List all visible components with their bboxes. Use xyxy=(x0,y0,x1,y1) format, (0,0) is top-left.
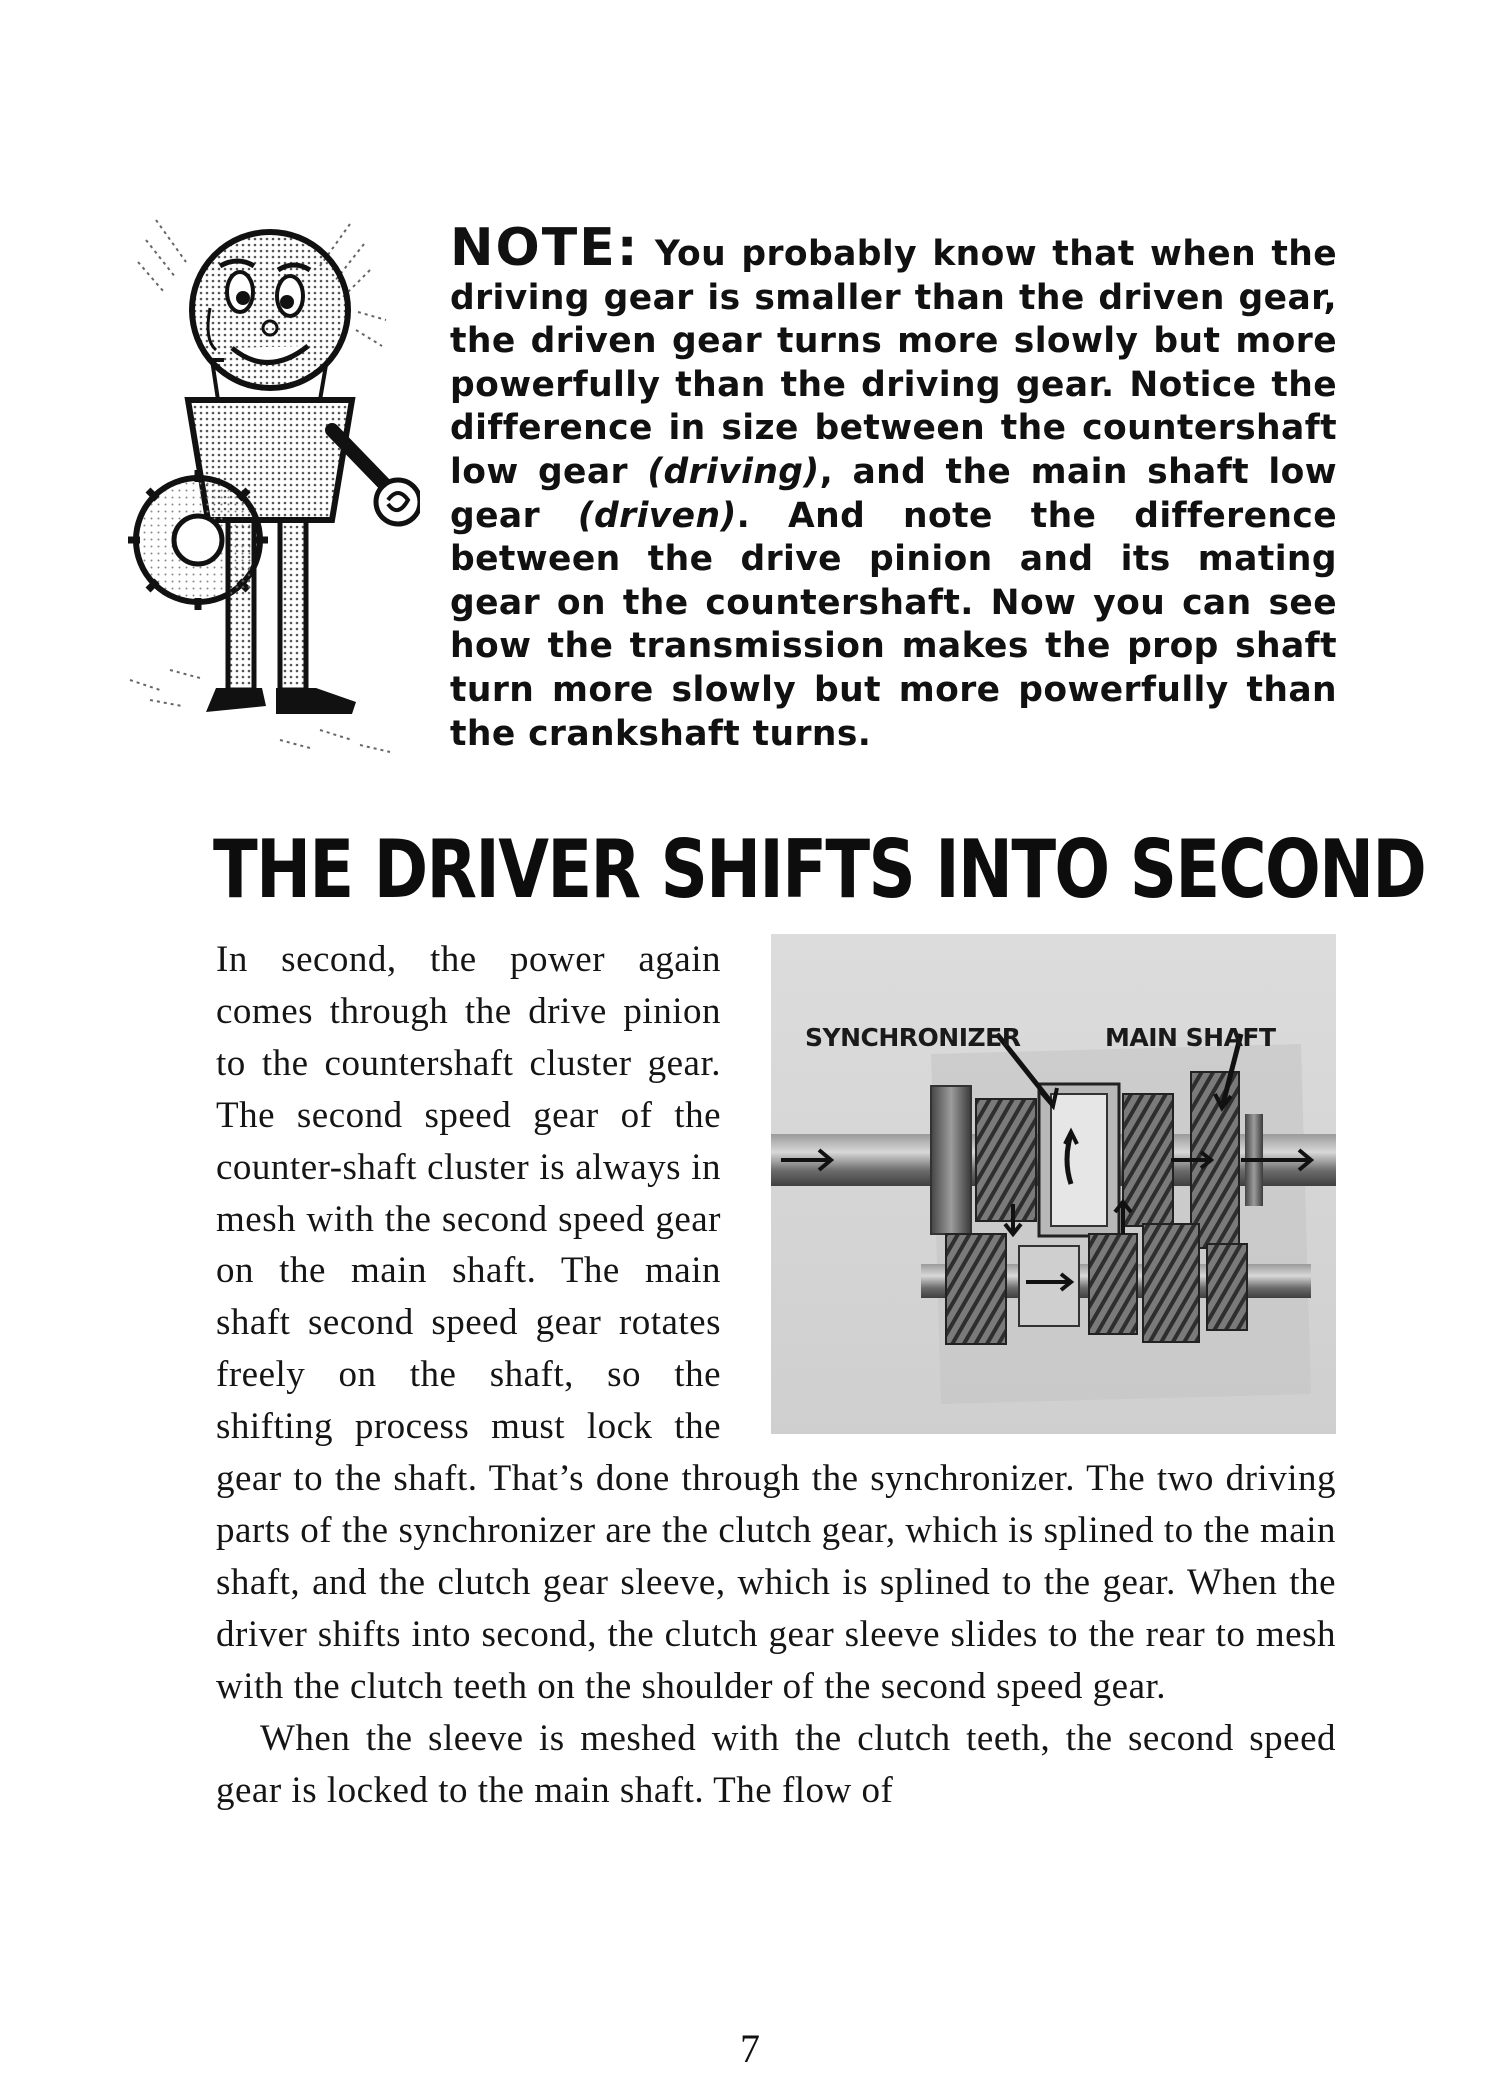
note-text-3: . And note the difference between the drive pinion and its mating gear on the countershaft. Now you can see how the transmission makes the prop shaft turn more slowly but more powerfully than the crankshaft turns. xyxy=(450,495,1337,754)
page-number: 7 xyxy=(740,2026,760,2071)
body-paragraph-1: In second, the power again comes through the drive pinion to the countershaft cluster gear. The second speed gear of the counter-shaft cluster is always in mesh with the second speed gear on the main shaft. The main shaft second speed gear rotates freely on the shaft, so the shifting process must lock the gear to the shaft. That’s done through the synchronizer. The two driving parts of the synchronizer are the clutch gear, which is splined to the main shaft, and the clutch gear sleeve, which is splined to the gear. When the driver shifts into second, the clutch gear sleeve slides to the rear to mesh with the clutch teeth on the shoulder of the second speed gear. xyxy=(216,939,1336,1707)
gear-mascot-illustration xyxy=(120,200,420,780)
body-text xyxy=(216,934,1336,1816)
note-emphasis-driving: (driving) xyxy=(647,451,820,492)
main-shaft-label: MAIN SHAFT xyxy=(1105,1023,1276,1052)
note-text-2: , and the main shaft low gear xyxy=(450,451,1337,536)
section-heading: THE DRIVER SHIFTS INTO SECOND xyxy=(213,823,1426,916)
transmission-figure xyxy=(771,934,1336,1434)
note-text-1: You probably know that when the driving gear is smaller than the driven gear, the driven gear turns more slowly but more powerfully than the driving gear. Notice the difference in size between the countershaft low gear xyxy=(450,234,1337,492)
note-paragraph xyxy=(450,218,1337,756)
synchronizer-label: SYNCHRONIZER xyxy=(805,1023,1021,1052)
body-paragraph-2: When the sleeve is meshed with the clutch teeth, the second speed gear is locked to the main shaft. The flow of xyxy=(216,1717,1336,1811)
note-label: NOTE: xyxy=(450,218,640,278)
note-emphasis-driven: (driven) xyxy=(577,495,737,536)
transmission-photo xyxy=(771,934,1336,1434)
